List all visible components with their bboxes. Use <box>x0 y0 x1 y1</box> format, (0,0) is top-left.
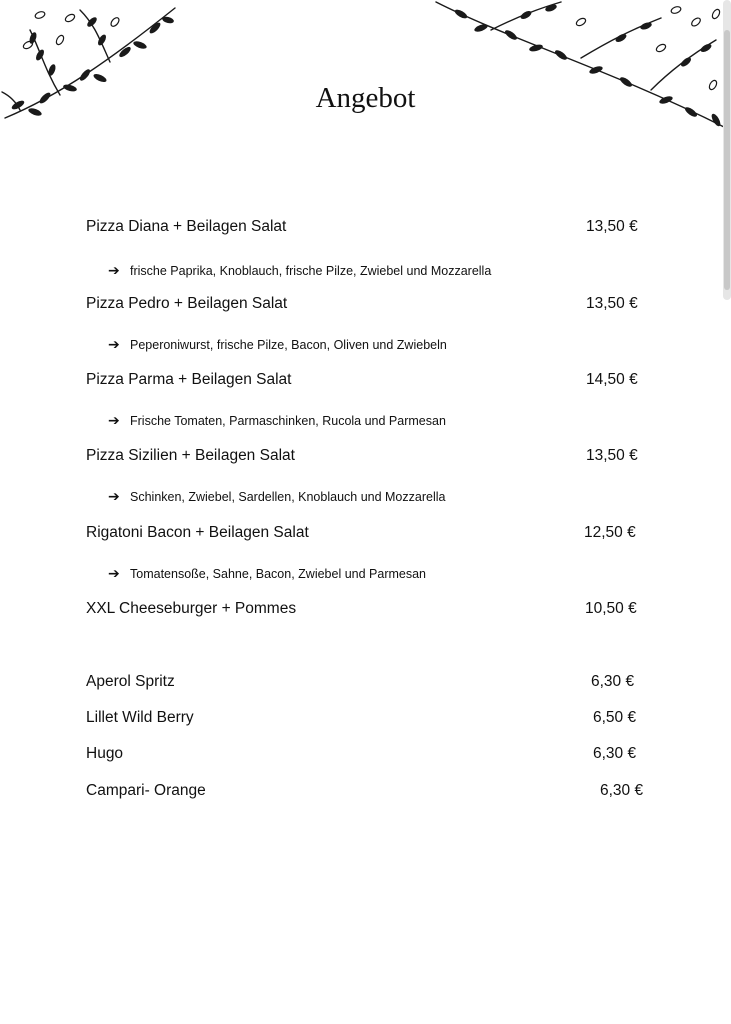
page-title: Angebot <box>315 82 416 114</box>
menu-item-food <box>86 368 686 392</box>
arrow-right-icon: ➔ <box>108 336 120 352</box>
item-name: XXL Cheeseburger + Pommes <box>86 600 297 617</box>
item-price: 12,50 € <box>584 524 636 541</box>
item-name: Pizza Diana + Beilagen Salat <box>86 218 287 235</box>
menu-item-food <box>86 521 686 545</box>
item-price: 13,50 € <box>586 447 638 464</box>
menu-item-drink <box>86 670 686 694</box>
description-text: Schinken, Zwiebel, Sardellen, Knoblauch und Mozzarella <box>130 490 446 504</box>
item-name: Pizza Parma + Beilagen Salat <box>86 371 292 388</box>
description-text: Frische Tomaten, Parmaschinken, Rucola und Parmesan <box>130 414 446 428</box>
item-description <box>108 334 447 354</box>
item-description <box>108 410 446 430</box>
item-name: Hugo <box>86 745 124 762</box>
item-price: 6,50 € <box>593 709 637 726</box>
menu-item-food <box>86 215 686 239</box>
item-name: Lillet Wild Berry <box>86 709 194 726</box>
arrow-right-icon: ➔ <box>108 565 120 581</box>
menu-item-food <box>86 444 686 468</box>
item-description <box>108 260 491 280</box>
item-price: 6,30 € <box>593 745 637 762</box>
menu-item-drink <box>86 742 686 766</box>
item-price: 10,50 € <box>585 600 637 617</box>
item-description <box>108 563 426 583</box>
item-name: Pizza Sizilien + Beilagen Salat <box>86 447 295 464</box>
scrollbar[interactable] <box>723 0 731 300</box>
scrollbar-thumb[interactable] <box>724 30 730 290</box>
arrow-right-icon: ➔ <box>108 262 120 278</box>
menu-item-food <box>86 292 686 316</box>
item-price: 14,50 € <box>586 371 638 388</box>
item-price: 6,30 € <box>591 673 635 690</box>
item-name: Campari- Orange <box>86 782 206 799</box>
menu-item-drink <box>86 706 686 730</box>
item-price: 13,50 € <box>586 295 638 312</box>
item-name: Rigatoni Bacon + Beilagen Salat <box>86 524 309 541</box>
item-price: 6,30 € <box>600 782 644 799</box>
description-text: frische Paprika, Knoblauch, frische Pilze, Zwiebel und Mozzarella <box>130 264 492 278</box>
menu-item-food <box>86 597 686 621</box>
arrow-right-icon: ➔ <box>108 488 120 504</box>
item-name: Aperol Spritz <box>86 673 175 690</box>
arrow-right-icon: ➔ <box>108 412 120 428</box>
item-description <box>108 486 445 506</box>
item-name: Pizza Pedro + Beilagen Salat <box>86 295 288 312</box>
item-price: 13,50 € <box>586 218 638 235</box>
description-text: Peperoniwurst, frische Pilze, Bacon, Oliven und Zwiebeln <box>130 338 447 352</box>
description-text: Tomatensoße, Sahne, Bacon, Zwiebel und Parmesan <box>130 567 427 581</box>
menu-item-drink <box>86 779 686 803</box>
